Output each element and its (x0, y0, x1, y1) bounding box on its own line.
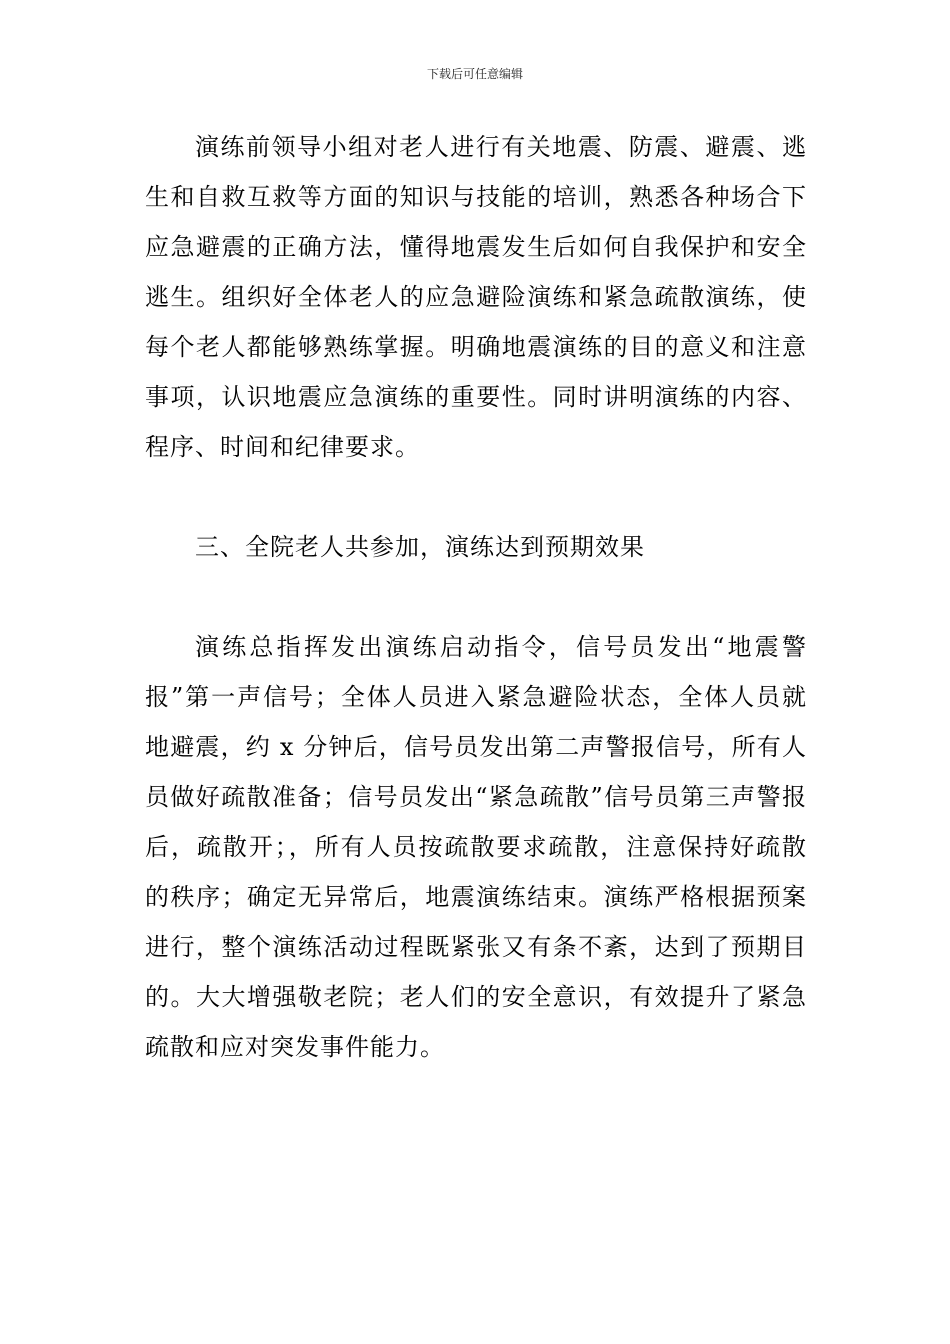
paragraph-training: 演练前领导小组对老人进行有关地震、防震、避震、逃生和自救互救等方面的知识与技能的培训，熟悉各种场合下应急避震的正确方法，懂得地震发生后如何自我保护和安全逃生。组织好全体老人的应急避险演练和紧急疏散演练，使每个老人都能够熟练掌握。明确地震演练的目的意义和注意事项，认识地震应急演练的重要性。同时讲明演练的内容、程序、时间和纪律要求。 (145, 133, 807, 461)
paragraph-gap (145, 472, 807, 522)
paragraph-drill-process: 演练总指挥发出演练启动指令，信号员发出“地震警报”第一声信号；全体人员进入紧急避险状态，全体人员就地避震，约 x 分钟后，信号员发出第二声警报信号，所有人员做好疏散准备；信号员发出“紧急疏散”信号员第三声警报后，疏散开；，所有人员按疏散要求疏散，注意保持好疏散的秩序；确定无异常后，地震演练结束。演练严格根据预案进行，整个演练活动过程既紧张又有条不紊，达到了预期目的。大大增强敬老院；老人们的安全意识，有效提升了紧急疏散和应对突发事件能力。 (145, 633, 807, 1061)
paragraph-gap (145, 572, 807, 622)
section-heading-three: 三、全院老人共参加，演练达到预期效果 (195, 533, 645, 561)
document-body (145, 122, 807, 1072)
page-header: 下载后可任意编辑 (426, 67, 523, 81)
